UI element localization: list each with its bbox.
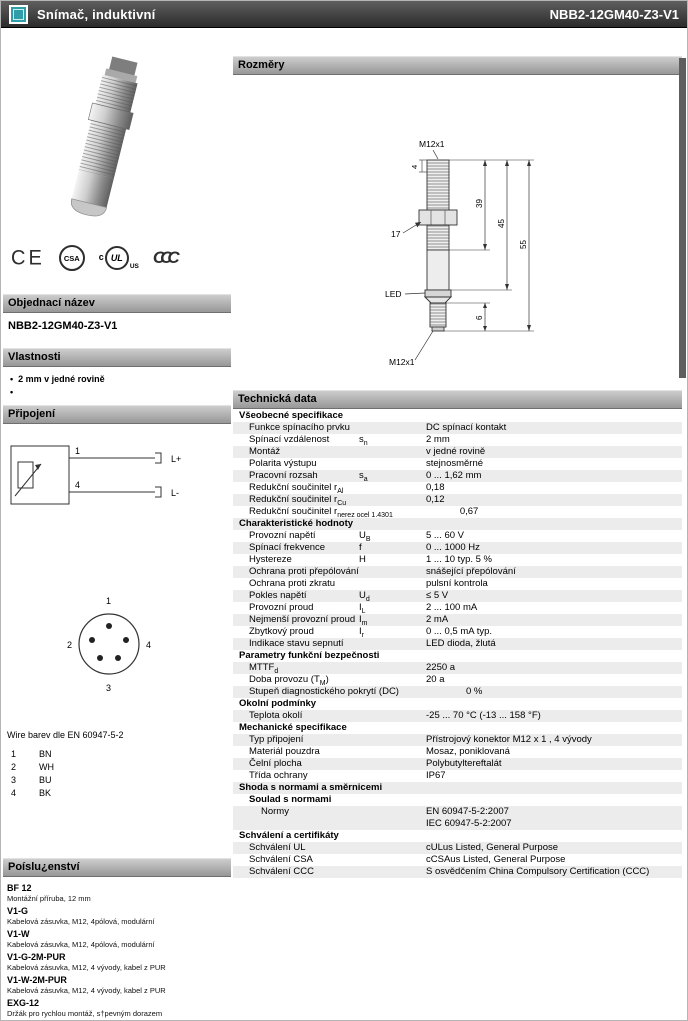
tech-row-value: pulsní kontrola xyxy=(426,578,488,589)
dim-45-label: 45 xyxy=(497,219,506,228)
tech-row xyxy=(233,770,682,782)
tech-row xyxy=(233,458,682,470)
tech-row-value: EN 60947-5-2:2007 IEC 60947-5-2:2007 xyxy=(426,806,512,829)
tech-row-symbol: $U_d$ xyxy=(359,590,370,603)
tech-group-header: Shoda s normami a směrnicemi xyxy=(233,782,682,794)
tech-row-symbol xyxy=(359,746,426,758)
accessory-desc: Kabelová zásuvka, M12, 4pólová, modulární xyxy=(7,940,155,949)
section-connection-title: Připojení xyxy=(3,405,231,424)
tech-row-label: Materiál pouzdra xyxy=(249,746,320,757)
accessory-desc: Kabelová zásuvka, M12, 4pólová, modulární xyxy=(7,917,155,926)
tech-row-symbol xyxy=(359,770,426,782)
tech-row-symbol: $s_n$ xyxy=(359,434,368,447)
tech-row-symbol: H xyxy=(359,554,366,565)
dim-39-label: 39 xyxy=(475,199,484,208)
tech-row-symbol xyxy=(359,674,426,686)
right-edge-bar xyxy=(679,58,686,378)
tech-row-symbol xyxy=(399,686,466,698)
pinout-bottom-label: 3 xyxy=(106,683,112,693)
tech-row-value: -25 ... 70 °C (-13 ... 158 °F) xyxy=(426,710,541,721)
tech-row-value: cULus Listed, General Purpose xyxy=(426,842,559,853)
dimension-drawing xyxy=(233,75,682,385)
accessory-desc: Kabelová zásuvka, M12, 4 vývody, kabel z PUR xyxy=(7,963,166,972)
tech-row xyxy=(233,866,682,878)
wire-color: WH xyxy=(39,762,54,772)
ccc-mark-icon: CCC xyxy=(152,248,175,267)
tech-row-label: Třída ochrany xyxy=(249,770,308,781)
tech-row-symbol: $U_B$ xyxy=(359,530,371,543)
tech-row xyxy=(233,746,682,758)
accessory-item xyxy=(7,883,227,903)
feature-item xyxy=(10,386,226,399)
wiring-pin-bottom-label: 4 xyxy=(75,480,81,490)
tech-row xyxy=(233,734,682,746)
tech-row-symbol: $s_a$ xyxy=(359,470,368,483)
tech-group-header: Parametry funkční bezpečnosti xyxy=(239,650,380,661)
tech-row xyxy=(233,854,682,866)
tech-table xyxy=(233,410,682,878)
tech-row-label: Čelní plocha xyxy=(249,758,302,769)
tech-row-symbol xyxy=(359,866,426,878)
tech-row-label: Schválení CSA xyxy=(249,854,313,865)
tech-row-value: 20 a xyxy=(426,674,445,685)
tech-row xyxy=(233,794,682,806)
accessory-item xyxy=(7,929,227,949)
accessory-name: V1-G-2M-PUR xyxy=(7,952,66,962)
tech-row xyxy=(233,686,682,698)
tech-row-value: 2 mA xyxy=(426,614,449,625)
accessory-name: V1-G xyxy=(7,906,29,916)
section-order-title: Objednací název xyxy=(3,294,231,313)
pinout-left-label: 2 xyxy=(67,640,73,650)
tech-row xyxy=(233,422,682,434)
dim-thread-top-label: M12x1 xyxy=(419,139,445,149)
wire-color-row xyxy=(11,748,231,761)
tech-row-label: Nejmenší provozní proud xyxy=(249,614,356,625)
tech-row-symbol xyxy=(359,578,426,590)
tech-row-label: Spínací vzdálenost xyxy=(249,434,330,445)
tech-row-symbol xyxy=(359,566,426,578)
tech-row-label: Indikace stavu sepnutí xyxy=(249,638,344,649)
tech-row-symbol: $I_L$ xyxy=(359,602,366,615)
tech-row-value: Mosaz, poniklovaná xyxy=(426,746,510,757)
feature-item xyxy=(10,373,226,386)
wiring-diagram xyxy=(3,430,223,520)
tech-group-header: Mechanické specifikace xyxy=(239,722,347,733)
pinout-top-label: 1 xyxy=(106,596,112,606)
accessory-desc: Kabelová zásuvka, M12, 4 vývody, kabel z PUR xyxy=(7,986,166,995)
accessories-list xyxy=(3,877,231,1018)
tech-row-label: Montáž xyxy=(249,446,281,457)
section-dimensions-title: Rozměry xyxy=(233,56,682,75)
wire-color-note: Wire barev dle EN 60947-5-2 xyxy=(7,730,124,740)
tech-row xyxy=(233,590,682,602)
tech-row-label: Redukční součinitel $r_{Al}$ xyxy=(249,482,344,495)
tech-row-value: stejnosměrné xyxy=(426,458,484,469)
tech-row-label: Pracovní rozsah xyxy=(249,470,318,481)
tech-row-symbol xyxy=(359,854,426,866)
tech-row-label: Provozní napětí xyxy=(249,530,316,541)
accessory-name: EXG-12 xyxy=(7,998,40,1008)
features-list xyxy=(3,367,231,399)
right-column xyxy=(233,30,682,878)
dim-55-label: 55 xyxy=(519,240,528,249)
tech-row xyxy=(233,674,682,686)
tech-row-value: 2 ... 100 mA xyxy=(426,602,478,613)
led-label: LED xyxy=(385,289,402,299)
wire-pin: 2 xyxy=(11,762,17,772)
tech-row-symbol xyxy=(359,710,426,722)
wire-color: BK xyxy=(39,788,52,798)
tech-row xyxy=(233,446,682,458)
tech-row-label: Redukční součinitel $r_{nerez ocel 1.4301}$ xyxy=(249,506,393,519)
cul-listed-icon xyxy=(99,246,139,270)
part-number: NBB2-12GM40-Z3-V1 xyxy=(549,6,679,22)
accessory-desc: Montážní příruba, 12 mm xyxy=(7,894,91,903)
tech-row xyxy=(233,506,682,518)
tech-row-value: LED dioda, žlutá xyxy=(426,638,496,649)
accessory-name: BF 12 xyxy=(7,883,32,893)
tech-row-label: Pokles napětí xyxy=(249,590,307,601)
tech-row-symbol: f xyxy=(359,542,362,553)
tech-row-value: 1 ... 10 typ. 5 % xyxy=(426,554,493,565)
tech-row-value: 0,67 xyxy=(459,506,479,517)
tech-row xyxy=(233,434,682,446)
tech-row-value: 5 ... 60 V xyxy=(426,530,465,541)
tech-row xyxy=(233,710,682,722)
tech-row xyxy=(233,842,682,854)
tech-row xyxy=(233,614,682,626)
wiring-pin-top-label: 1 xyxy=(75,446,81,456)
tech-row-symbol xyxy=(359,758,426,770)
wire-color: BN xyxy=(39,749,52,759)
dim-17-label: 17 xyxy=(391,229,401,239)
tech-row-value: 2 mm xyxy=(426,434,450,445)
accessory-name: V1-W-2M-PUR xyxy=(7,975,67,985)
tech-group-header: Schválení a certifikáty xyxy=(239,830,339,841)
tech-row-label: Zbytkový proud xyxy=(249,626,314,637)
feature-text: • 2 mm v jedné rovině xyxy=(18,374,105,384)
dim-6-label: 6 xyxy=(475,315,484,320)
tech-row-symbol: $I_m$ xyxy=(359,614,368,627)
wire-color-row xyxy=(11,774,231,787)
accessory-item xyxy=(7,906,227,926)
tech-row-symbol xyxy=(359,734,426,746)
tech-row-value: 0,18 xyxy=(426,482,445,493)
wire-pin: 3 xyxy=(11,775,17,785)
section-features-title: Vlastnosti xyxy=(3,348,231,367)
wiring-lplus-label: L+ xyxy=(171,454,182,464)
tech-row-value: 0 % xyxy=(465,686,483,697)
product-photo xyxy=(3,56,223,231)
tech-row-value: Přístrojový konektor M12 x 1 , 4 vývody xyxy=(426,734,592,745)
accessory-item xyxy=(7,952,227,972)
cul-c-label: c xyxy=(98,252,104,262)
tech-row-value: 0,12 xyxy=(426,494,445,505)
tech-row-label: Doba provozu $(T_M)$ xyxy=(249,674,329,687)
accessory-name: V1-W xyxy=(7,929,30,939)
tech-row-value: 0 ... 1,62 mm xyxy=(426,470,482,481)
tech-row xyxy=(233,530,682,542)
tech-row-symbol xyxy=(359,422,426,434)
tech-row-symbol xyxy=(359,446,426,458)
tech-row-label: Provozní proud xyxy=(249,602,314,613)
tech-row xyxy=(233,470,682,482)
cul-ul-label: UL xyxy=(105,246,129,270)
certification-logos xyxy=(3,242,231,274)
tech-row-value: ≤ 5 V xyxy=(426,590,449,601)
tech-row xyxy=(233,602,682,614)
ce-mark-icon: CE xyxy=(11,245,45,270)
tech-row-label: Redukční součinitel $r_{Cu}$ xyxy=(249,494,347,507)
connector-pinout xyxy=(3,588,223,700)
tech-group-header: Všeobecné specifikace xyxy=(239,410,344,421)
tech-row xyxy=(233,758,682,770)
wire-pin: 4 xyxy=(11,788,17,798)
wire-color-row xyxy=(11,787,231,800)
tech-row-value: 0 ... 1000 Hz xyxy=(426,542,480,553)
tech-row-value: snášející přepólování xyxy=(426,566,516,577)
accessory-item xyxy=(7,975,227,995)
left-column xyxy=(3,30,231,1021)
tech-row-label: Soulad s normami xyxy=(249,794,332,805)
accessory-item xyxy=(7,998,227,1018)
wire-pin: 1 xyxy=(11,749,17,759)
cul-us-label: US xyxy=(129,263,139,270)
tech-row-label: Typ připojení xyxy=(249,734,304,745)
tech-row xyxy=(233,554,682,566)
tech-row-symbol xyxy=(359,662,426,674)
tech-row xyxy=(233,566,682,578)
tech-row-value: 2250 a xyxy=(426,662,456,673)
tech-row xyxy=(233,482,682,494)
page-title: Snímač, induktivní xyxy=(37,6,156,22)
tech-group-header: Okolní podmínky xyxy=(239,698,317,709)
tech-row xyxy=(233,578,682,590)
dim-thread-bottom-label: M12x1 xyxy=(389,357,415,367)
wiring-lminus-label: L- xyxy=(171,488,180,498)
tech-row-symbol xyxy=(359,842,426,854)
tech-row xyxy=(233,662,682,674)
brand-icon xyxy=(9,5,28,24)
tech-row-symbol: $I_r$ xyxy=(359,626,364,639)
tech-row-value: IP67 xyxy=(426,770,446,781)
tech-row xyxy=(233,626,682,638)
tech-row-label: Normy xyxy=(261,806,289,817)
tech-row-value: 0 ... 0,5 mA typ. xyxy=(426,626,493,637)
tech-row-label: Ochrana proti přepólování xyxy=(249,566,359,577)
tech-row-value: Polybutyltereftalát xyxy=(426,758,502,769)
header-bar xyxy=(1,1,687,28)
tech-row-value: DC spínací kontakt xyxy=(426,422,507,433)
tech-row-label: Polarita výstupu xyxy=(249,458,317,469)
tech-row-symbol xyxy=(359,458,426,470)
tech-row-symbol xyxy=(359,806,426,830)
accessory-desc: Držák pro rychlou montáž, s†pevným dorazem xyxy=(7,1009,163,1018)
tech-row-label: Schválení CCC xyxy=(249,866,314,877)
tech-row-label: Stupeň diagnostického pokrytí (DC) xyxy=(249,686,399,697)
tech-row xyxy=(233,806,682,830)
tech-row-symbol xyxy=(359,638,426,650)
tech-row-value: S osvědčením China Compulsory Certification (CCC) xyxy=(426,866,650,877)
tech-group-header: Charakteristické hodnoty xyxy=(233,518,682,530)
tech-row xyxy=(233,494,682,506)
wire-color-table xyxy=(3,748,231,800)
pinout-right-label: 4 xyxy=(146,640,152,650)
tech-row xyxy=(233,638,682,650)
tech-row-symbol xyxy=(359,494,426,506)
tech-row-label: $MTTF_d$ xyxy=(249,662,279,675)
order-value: NBB2-12GM40-Z3-V1 xyxy=(8,320,118,332)
section-tech-title: Technická data xyxy=(233,390,682,409)
tech-row-label: Funkce spínacího prvku xyxy=(249,422,350,433)
dim-4-label: 4 xyxy=(410,164,419,169)
tech-row-symbol xyxy=(393,506,460,518)
tech-row-value xyxy=(426,794,678,806)
tech-row-value: cCSAus Listed, General Purpose xyxy=(426,854,566,865)
tech-row-symbol xyxy=(359,482,426,494)
tech-row-value: v jedné rovině xyxy=(426,446,486,457)
wire-color: BU xyxy=(39,775,52,785)
tech-row xyxy=(233,542,682,554)
tech-row-label: Hystereze xyxy=(249,554,292,565)
tech-row-label: Teplota okolí xyxy=(249,710,303,721)
tech-row-symbol xyxy=(359,794,426,806)
tech-row-label: Schválení UL xyxy=(249,842,306,853)
tech-row-label: Spínací frekvence xyxy=(249,542,326,553)
csa-logo-icon: CSA xyxy=(59,245,85,271)
tech-row-label: Ochrana proti zkratu xyxy=(249,578,336,589)
wire-color-row xyxy=(11,761,231,774)
section-accessories-title: Poíslu¿enství xyxy=(3,858,231,877)
